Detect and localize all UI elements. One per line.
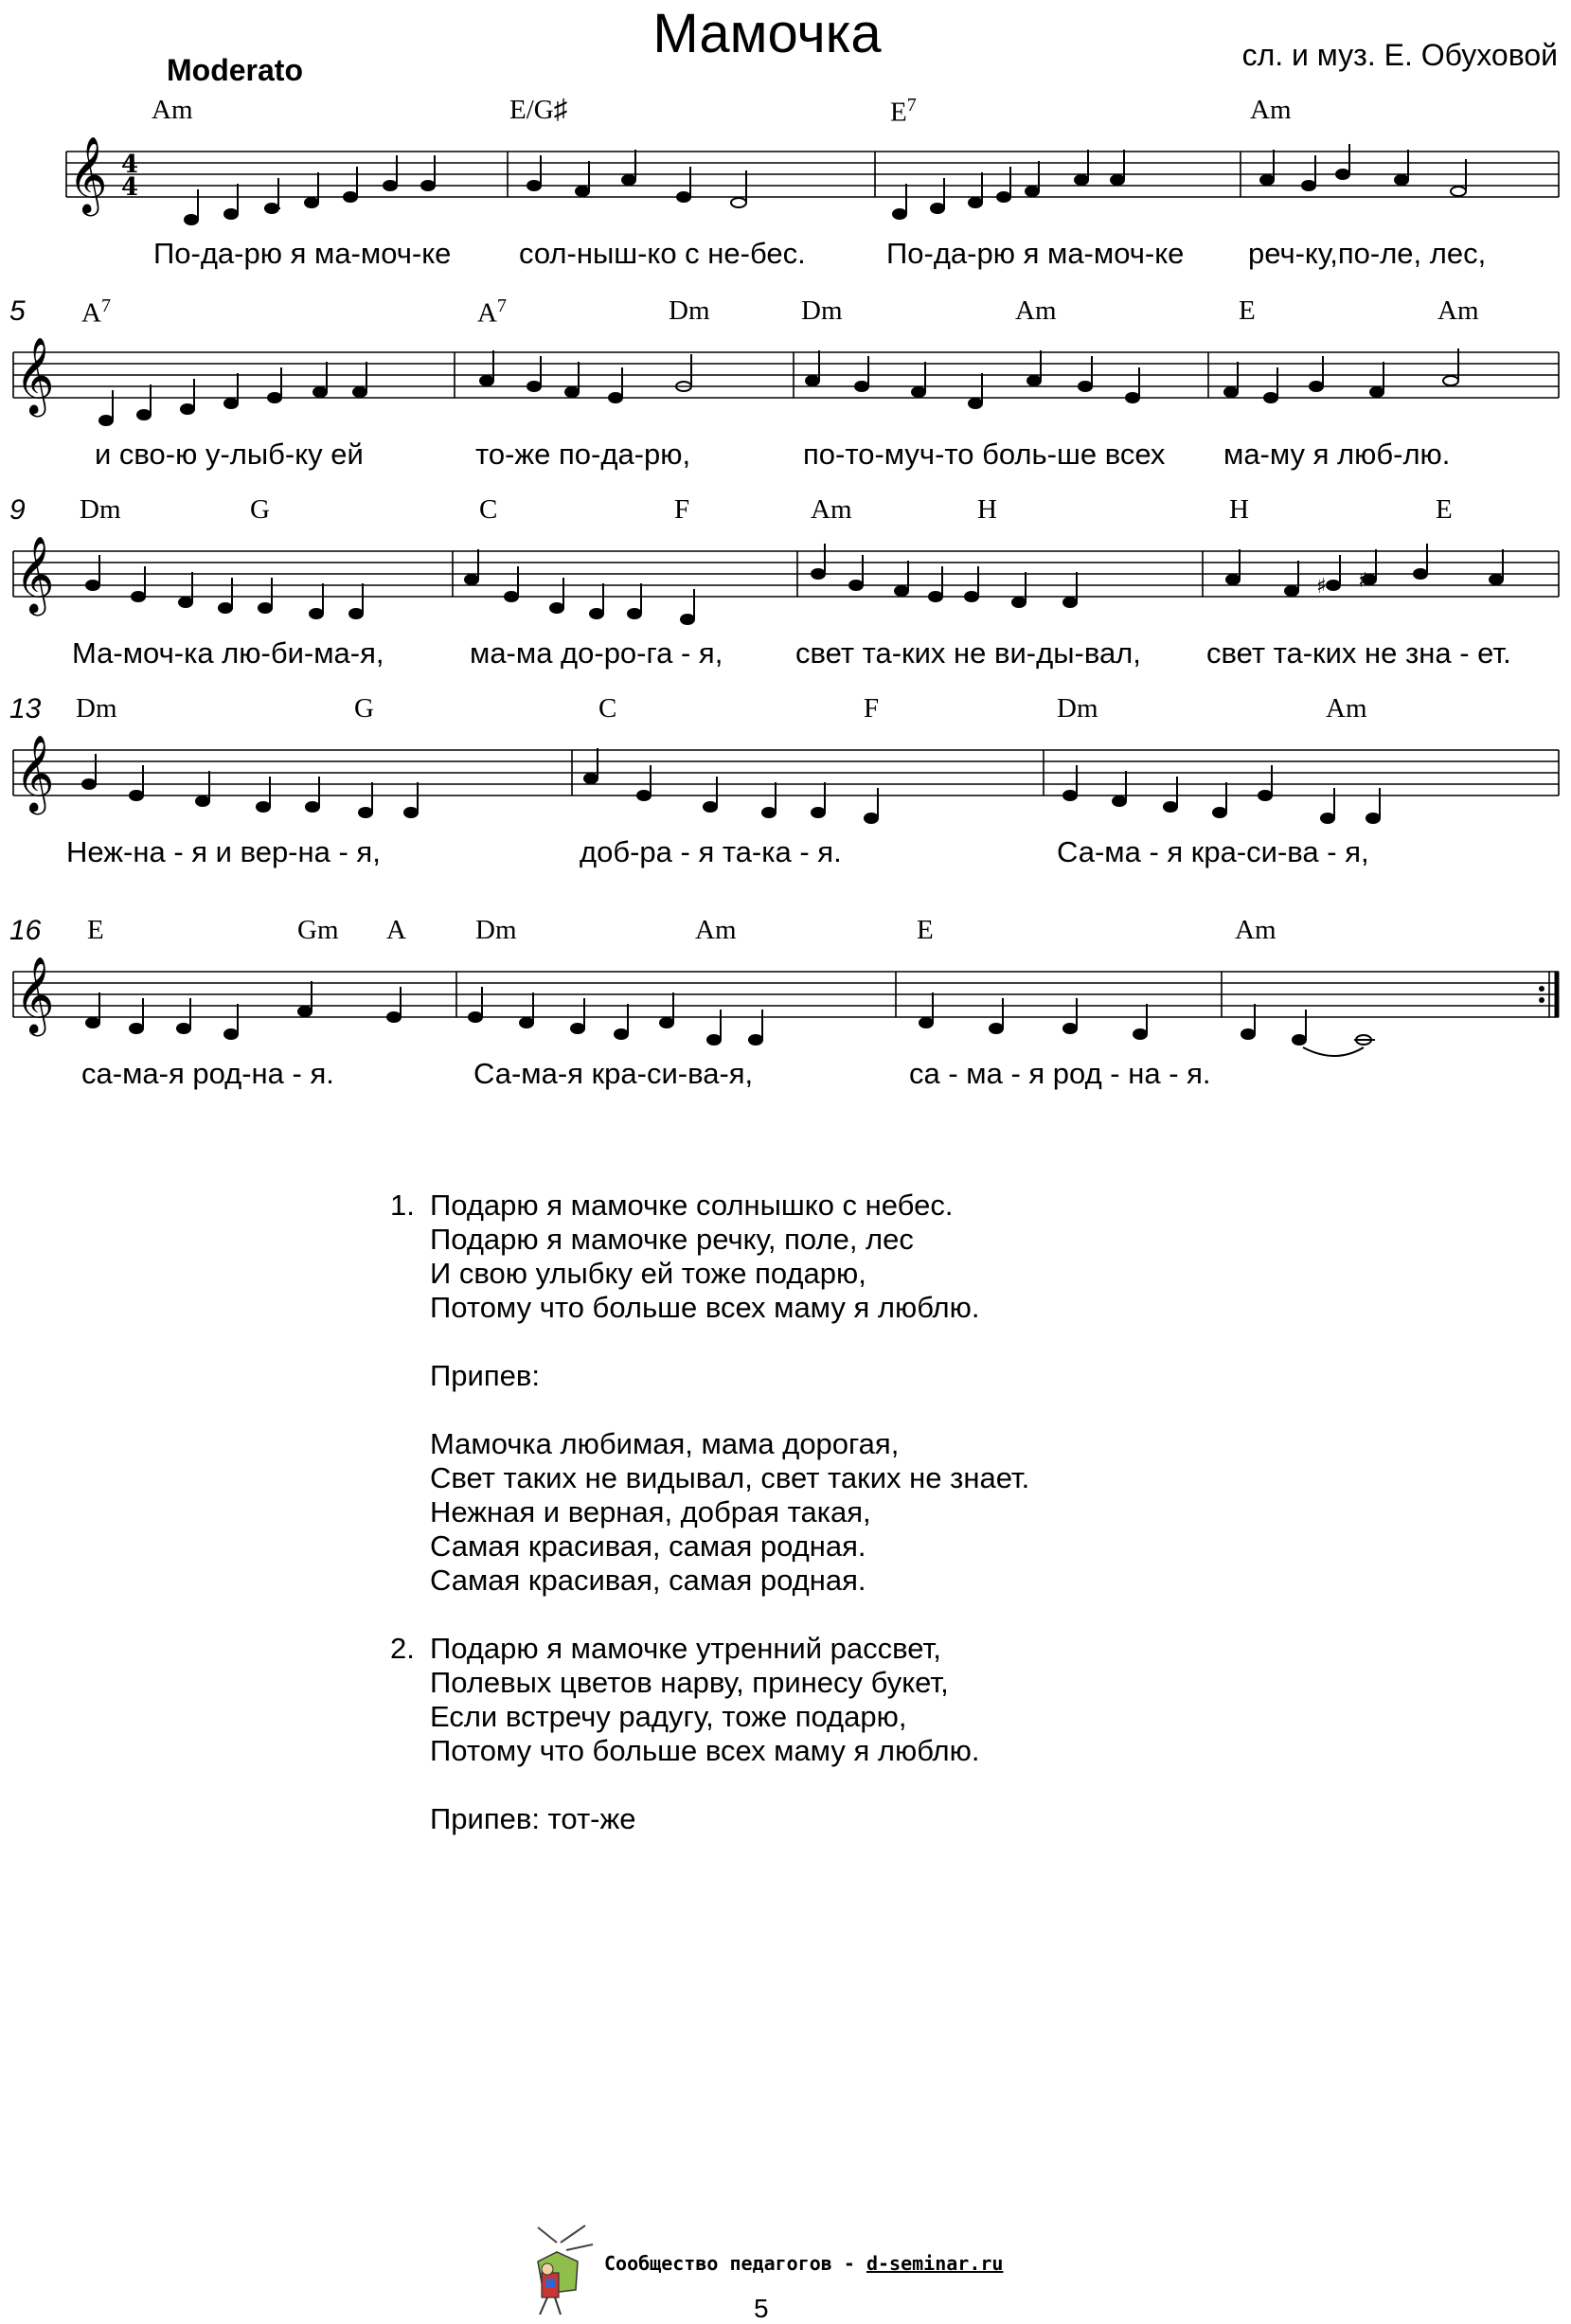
chorus-label: Припев: bbox=[430, 1359, 540, 1392]
chord-symbol: Am bbox=[1326, 693, 1367, 724]
verse-line: 1. Подарю я мамочке солнышко с небес. bbox=[390, 1189, 954, 1222]
lyric-line: по-то-муч-то боль-ше всех bbox=[803, 438, 1166, 471]
lyric-line: Неж-на - я и вер-на - я, bbox=[66, 835, 381, 868]
staff-system-2 bbox=[0, 295, 1571, 485]
lyric-line: са - ма - я род - на - я. bbox=[909, 1057, 1211, 1090]
staff-system-5 bbox=[0, 915, 1571, 1104]
time-signature: 4 bbox=[121, 151, 139, 179]
chord-symbol: E bbox=[917, 915, 934, 945]
chord-symbol: Am bbox=[811, 494, 852, 525]
treble-clef-icon: 𝄞 bbox=[15, 336, 55, 414]
chord-symbol: G bbox=[354, 693, 374, 724]
lyric-line: По-да-рю я ма-моч-ке bbox=[153, 237, 452, 270]
chord-symbol: Dm bbox=[76, 693, 117, 724]
chord-symbol: Am bbox=[152, 95, 193, 125]
treble-clef-icon: 𝄞 bbox=[15, 535, 55, 613]
chord-symbol: C bbox=[479, 494, 498, 525]
treble-clef-icon: 𝄞 bbox=[15, 734, 55, 812]
sharp-icon: ♯ bbox=[1358, 569, 1368, 593]
lyric-line: и сво-ю у-лыб-ку ей bbox=[95, 438, 364, 471]
sharp-icon: ♯ bbox=[1316, 575, 1327, 599]
lyric-line: свет та-ких не ви-ды-вал, bbox=[795, 636, 1141, 670]
lyric-line: са-ма-я род-на - я. bbox=[81, 1057, 334, 1090]
chord-symbol: Dm bbox=[475, 915, 517, 945]
lyric-line: ма-ма до-ро-га - я, bbox=[470, 636, 723, 670]
chorus-line: Самая красивая, самая родная. bbox=[430, 1564, 866, 1597]
verse-line: 2. Подарю я мамочке утренний рассвет, bbox=[390, 1632, 941, 1665]
lyrics-text-block bbox=[390, 1189, 1029, 1836]
treble-clef-icon: 𝄞 bbox=[15, 956, 55, 1033]
lyric-line: свет та-ких не зна - ет. bbox=[1206, 636, 1511, 670]
music-staff bbox=[0, 95, 1571, 237]
staff-system-1 bbox=[0, 95, 1571, 284]
chord-symbol: Dm bbox=[801, 295, 843, 326]
measure-number: 16 bbox=[9, 915, 42, 946]
chord-symbol: E bbox=[1436, 494, 1453, 525]
chord-symbol: Am bbox=[1250, 95, 1292, 125]
staff-system-3 bbox=[0, 494, 1571, 684]
lyric-line: Са-ма-я кра-си-ва-я, bbox=[473, 1057, 754, 1090]
chorus-line: Самая красивая, самая родная. bbox=[430, 1529, 866, 1563]
chord-symbol: $A^7$ bbox=[81, 295, 111, 329]
page-number: 5 bbox=[754, 2294, 769, 2323]
treble-clef-icon: 𝄞 bbox=[68, 135, 108, 213]
chord-symbol: Dm bbox=[1057, 693, 1098, 724]
chorus-line: Мамочка любимая, мама дорогая, bbox=[430, 1427, 900, 1460]
lyric-line: Са-ма - я кра-си-ва - я, bbox=[1057, 835, 1369, 868]
lyric-line: то-же по-да-рю, bbox=[475, 438, 691, 471]
music-staff bbox=[0, 915, 1571, 1057]
lyric-line: Ма-моч-ка лю-би-ма-я, bbox=[72, 636, 384, 670]
lyric-line: доб-ра - я та-ка - я. bbox=[580, 835, 842, 868]
chord-symbol: Gm bbox=[297, 915, 339, 945]
verse-line: Потому что больше всех маму я люблю. bbox=[430, 1734, 980, 1767]
chord-symbol: Am bbox=[1437, 295, 1479, 326]
lyric-line: По-да-рю я ма-моч-ке bbox=[886, 237, 1185, 270]
chord-symbol: Am bbox=[1235, 915, 1276, 945]
chord-symbol: Am bbox=[695, 915, 737, 945]
footer-text: Сообщество педагогов - d-seminar.ru bbox=[604, 2252, 1004, 2275]
site-link[interactable]: d-seminar.ru bbox=[866, 2252, 1004, 2275]
author-credit: сл. и муз. Е. Обуховой bbox=[1241, 38, 1558, 72]
chord-symbol: G bbox=[250, 494, 270, 525]
verse-line: Если встречу радугу, тоже подарю, bbox=[430, 1700, 907, 1733]
chord-symbol: $E^7$ bbox=[890, 95, 917, 128]
chord-symbol: Dm bbox=[80, 494, 121, 525]
tempo-marking: Moderato bbox=[167, 53, 303, 87]
lyric-line: реч-ку,по-ле, лес, bbox=[1248, 237, 1487, 270]
measure-number: 5 bbox=[9, 295, 26, 327]
chord-symbol: H bbox=[1229, 494, 1249, 525]
verse-number: 1. bbox=[390, 1189, 415, 1222]
verse-number: 2. bbox=[390, 1632, 415, 1665]
music-staff bbox=[0, 693, 1571, 835]
chord-symbol: H bbox=[977, 494, 997, 525]
footer bbox=[519, 2224, 1087, 2318]
song-title: Мамочка bbox=[652, 3, 882, 64]
time-signature: 4 bbox=[121, 173, 139, 202]
verse-line: Потому что больше всех маму я люблю. bbox=[430, 1291, 980, 1324]
chorus-line: Нежная и верная, добрая такая, bbox=[430, 1495, 871, 1528]
chorus-line: Свет таких не видывал, свет таких не знает. bbox=[430, 1461, 1030, 1494]
staff-system-4 bbox=[0, 693, 1571, 883]
verse-line: Подарю я мамочке речку, поле, лес bbox=[430, 1223, 914, 1256]
measure-number: 13 bbox=[9, 693, 42, 724]
chord-symbol: Am bbox=[1015, 295, 1057, 326]
chord-symbol: E bbox=[87, 915, 104, 945]
chord-symbol: E bbox=[1239, 295, 1256, 326]
verse-line: И свою улыбку ей тоже подарю, bbox=[430, 1257, 866, 1290]
tie-arc bbox=[1303, 1047, 1364, 1056]
verse-line: Полевых цветов нарву, принесу букет, bbox=[430, 1666, 949, 1699]
repeat-dot bbox=[1539, 997, 1544, 1003]
lyric-line: ма-му я люб-лю. bbox=[1223, 438, 1451, 471]
music-staff bbox=[0, 295, 1571, 438]
chord-symbol: F bbox=[674, 494, 690, 525]
music-staff bbox=[0, 494, 1571, 636]
community-logo-icon bbox=[519, 2224, 595, 2318]
chord-symbol: A bbox=[386, 915, 406, 945]
chord-symbol: C bbox=[598, 693, 617, 724]
chorus-repeat: Припев: тот-же bbox=[430, 1802, 636, 1835]
repeat-dot bbox=[1539, 986, 1544, 992]
measure-number: 9 bbox=[9, 494, 26, 526]
chord-symbol: Dm bbox=[669, 295, 710, 326]
chord-symbol: E/G♯ bbox=[509, 95, 568, 125]
chord-symbol: F bbox=[864, 693, 880, 724]
chord-symbol: $A^7$ bbox=[477, 295, 507, 329]
lyric-line: сол-ныш-ко с не-бес. bbox=[519, 237, 806, 270]
notes bbox=[185, 144, 1466, 224]
